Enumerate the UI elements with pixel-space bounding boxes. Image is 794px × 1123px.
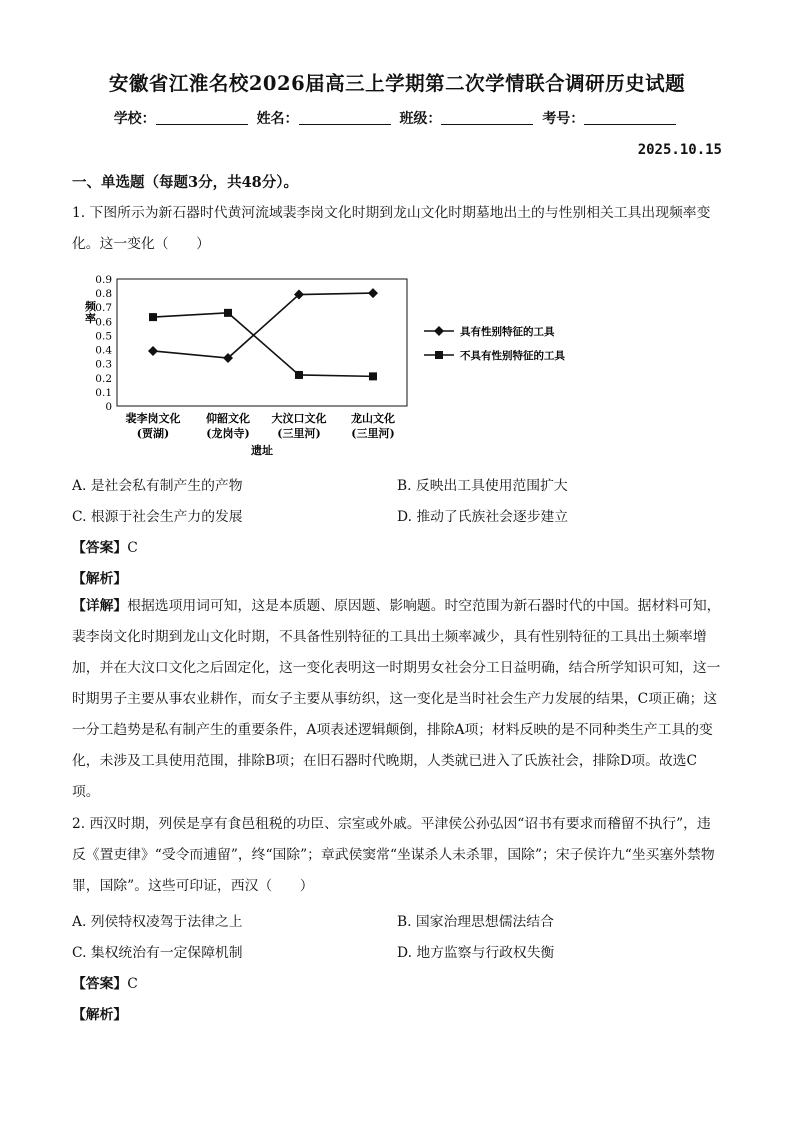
y-axis-ticks: [95, 274, 112, 413]
y-tick-label: 0.7: [95, 302, 112, 315]
q1-stem-line2: 化。这一变化（ ）: [72, 236, 210, 252]
exam-number-label: 考号：: [542, 111, 585, 127]
y-tick-label: 0.3: [95, 358, 112, 371]
y-axis-label-2: 率: [85, 312, 96, 325]
y-tick-label: 0.5: [95, 330, 112, 343]
q1-stem-line1: 1. 下图所示为新石器时代黄河流域裴李岗文化时期到龙山文化时期墓地出土的与性别相关工具出现频率变: [72, 205, 711, 221]
analysis-label: 【解析】: [72, 1007, 128, 1023]
x-tick-sublabel: (三里河): [277, 427, 321, 440]
name-label: 姓名：: [256, 111, 299, 127]
class-blank[interactable]: [441, 110, 533, 125]
q1-answer: [72, 536, 138, 556]
q1-option-b[interactable]: B. 反映出工具使用范围扩大: [397, 478, 568, 494]
x-axis-label: 遗址: [251, 444, 273, 457]
student-info-row: [0, 108, 794, 128]
q2-option-d[interactable]: D. 地方监察与行政权失衡: [397, 945, 555, 961]
data-point-square: [149, 313, 157, 321]
chart-legend: [424, 325, 565, 362]
chart-series: [148, 288, 378, 380]
answer-value: C: [127, 976, 138, 992]
y-tick-label: 0.2: [95, 372, 112, 385]
y-tick-label: 0.9: [95, 274, 112, 286]
answer-label: 【答案】: [72, 976, 128, 992]
q1-detail: [72, 591, 724, 808]
x-axis-labels: [126, 411, 396, 440]
q2-option-a[interactable]: A. 列侯特权凌驾于法律之上: [72, 914, 243, 930]
q1-analysis-label: [72, 567, 127, 587]
answer-label: 【答案】: [72, 540, 128, 556]
y-tick-label: 0.6: [95, 316, 112, 329]
q1-stem: [72, 198, 724, 260]
x-tick-label: 龙山文化: [351, 412, 395, 425]
legend-label: 具有性别特征的工具: [460, 326, 555, 338]
section-title: 一、单选题（每题3分，共48分）。: [72, 174, 299, 191]
x-tick-sublabel: (龙岗寺): [206, 427, 250, 440]
x-tick-label: 仰韶文化: [206, 412, 250, 425]
data-point-square: [295, 371, 303, 379]
data-point-diamond: [148, 346, 158, 356]
y-tick-label: 0.8: [95, 288, 112, 301]
y-tick-label: 0.1: [95, 386, 112, 399]
y-tick-label: 0.4: [95, 344, 112, 357]
q1-option-c[interactable]: C. 根源于社会生产力的发展: [72, 509, 243, 525]
analysis-label: 【解析】: [72, 571, 128, 587]
x-tick-sublabel: (三里河): [351, 427, 395, 440]
q2-option-b[interactable]: B. 国家治理思想儒法结合: [397, 914, 554, 930]
x-tick-label: 裴李岗文化: [125, 412, 181, 425]
answer-value: C: [127, 540, 138, 556]
q2-option-c[interactable]: C. 集权统治有一定保障机制: [72, 945, 243, 961]
name-blank[interactable]: [299, 110, 391, 125]
page-title: 安徽省江淮名校2026届高三上学期第二次学情联合调研历史试题: [108, 72, 686, 95]
q1-chart: [72, 268, 632, 463]
y-tick-label: 0: [105, 401, 112, 413]
class-label: 班级：: [399, 111, 442, 127]
x-tick-label: 大汶口文化: [271, 412, 327, 425]
legend-diamond-marker: [434, 326, 444, 336]
q1-option-a[interactable]: A. 是社会私有制产生的产物: [72, 478, 243, 494]
series-line-2: [153, 313, 373, 377]
detail-text: 根据选项用词可知，这是本质题、原因题、影响题。时空范围为新石器时代的中国。据材料可知，裴李岗文化时期到龙山文化时期，不具备性别特征的工具出土频率减少，具有性别特征的工具出土频率增加，并在大汶口文化之后固定化，这一变化表明这一时期男女社会分工日益明确，结合所学知识可知，这一时期男子主要从事农业耕作，而女子主要从事纺织，这一变化是当时社会生产力发展的结果，C项正确；这一分工趋势是私有制产生的重要条件，A项表述逻辑颠倒，排除A项；材料反映的是不同种类生产工具的变化，未涉及工具使用范围，排除B项；在旧石器时代晚期，人类就已进入了氏族社会，排除D项。故选C项。: [72, 598, 721, 800]
legend-label: 不具有性别特征的工具: [460, 350, 565, 362]
school-blank[interactable]: [156, 110, 248, 125]
q2-stem: 2. 西汉时期，列侯是享有食邑租税的功臣、宗室或外戚。平津侯公孙弘因“诏书有要求而稽留不执行”，违反《置吏律》“受令而逋留”，终“国除”；章武侯窦常“坐谋杀人未杀罪，国除”；宋子侯许九“坐买塞外禁物罪，国除”。这些可印证，西汉（ ）: [72, 816, 715, 894]
school-label: 学校：: [113, 111, 156, 127]
legend-square-marker: [435, 351, 443, 359]
exam-date: 2025.10.15: [637, 142, 722, 158]
data-point-square: [369, 372, 377, 380]
data-point-diamond: [368, 288, 378, 298]
detail-label: 【详解】: [72, 598, 128, 614]
series-line-1: [153, 293, 373, 358]
data-point-square: [224, 309, 232, 317]
q1-option-d[interactable]: D. 推动了氏族社会逐步建立: [397, 509, 569, 525]
x-tick-sublabel: (贾湖): [136, 427, 170, 440]
exam-number-blank[interactable]: [584, 110, 676, 125]
q2-analysis-label: [72, 1003, 127, 1023]
q2-answer: [72, 972, 138, 992]
y-axis-label-1: 频: [85, 300, 96, 313]
